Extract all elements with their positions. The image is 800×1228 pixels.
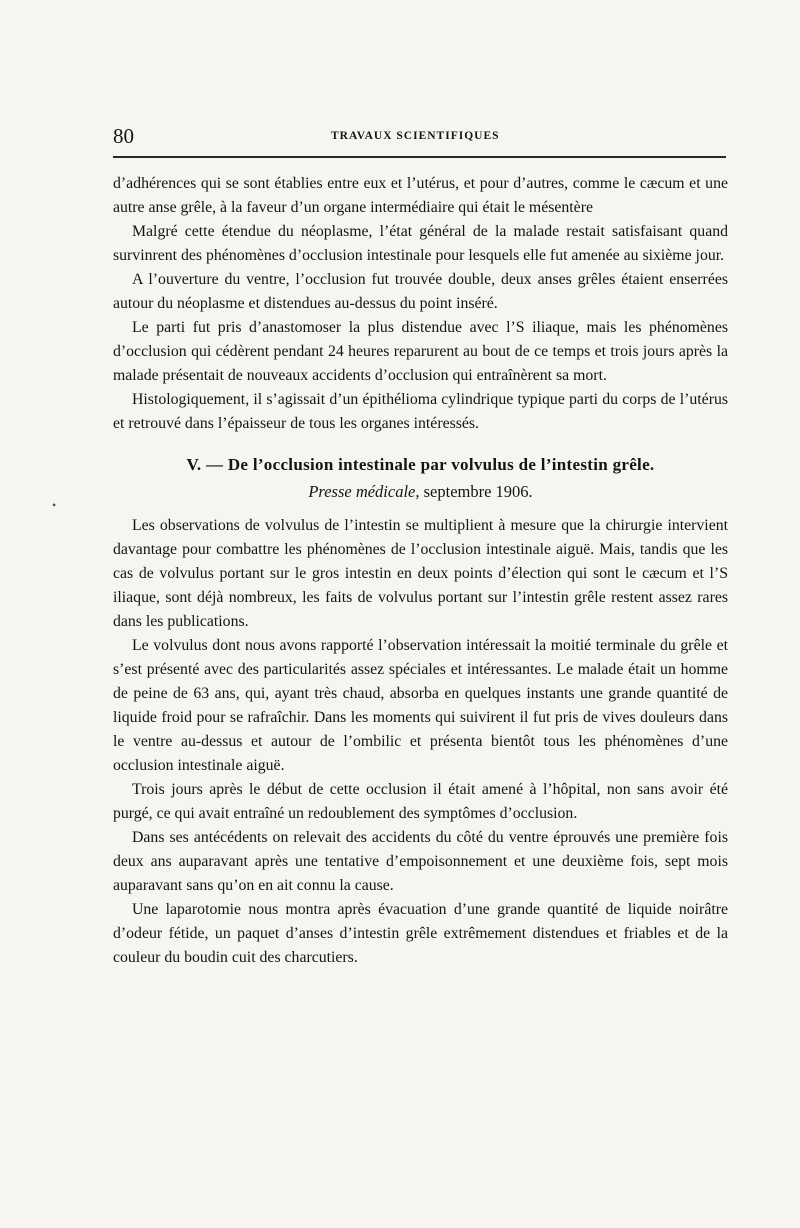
source-date: septembre 1906. (419, 482, 533, 501)
running-title: TRAVAUX SCIENTIFIQUES (331, 130, 500, 142)
page-number: 80 (113, 124, 134, 148)
header-rule (113, 156, 726, 158)
section-title: V. — De l’occlusion intestinale par volvulus de l’intestin grêle. (186, 455, 655, 474)
paragraph: Histologiquement, il s’agissait d’un épithélioma cylindrique typique parti du corps de l’utérus et retrouvé dans l’épaisseur de tous les organes intéressés. (113, 391, 728, 432)
paragraph: Les observations de volvulus de l’intestin se multiplient à mesure que la chirurgie intervient davantage pour combattre les phénomènes de l’occlusion intestinale aiguë. Mais, tandis que les cas de volvulus portant sur le gros intestin en deux points d’élection qui sont le cæcum et l’S iliaque, sont déjà nombreux, les faits de volvulus portant sur l’intestin grêle restent assez rares dans les publications. (113, 517, 728, 630)
paragraph: Dans ses antécédents on relevait des accidents du côté du ventre éprouvés une première fois deux ans auparavant après une tentative d’empoisonnement et une deuxième fois, sept mois auparavant sans qu’on en ait connu la cause. (113, 829, 728, 894)
paragraph-continued: d’adhérences qui se sont établies entre eux et l’utérus, et pour d’autres, comme le cæcum et une autre anse grêle, à la faveur d’un organe intermédiaire qui était le mésentère (113, 175, 728, 216)
paragraph: Le parti fut pris d’anastomoser la plus distendue avec l’S iliaque, mais les phénomènes d’occlusion qui cédèrent pendant 24 heures reparurent au bout de ce temps et trois jours après la malade présentait de nouveaux accidents d’occlusion qui entraînèrent sa mort. (113, 319, 728, 384)
section-source (113, 480, 728, 504)
paragraph: Trois jours après le début de cette occlusion il était amené à l’hôpital, non sans avoir été purgé, ce qui avait entraîné un redoublement des symptômes d’occlusion. (113, 781, 728, 822)
page-header (113, 124, 728, 152)
paragraph: Le volvulus dont nous avons rapporté l’observation intéressait la moitié terminale du grêle et s’est présenté avec des particularités assez spéciales et intéressantes. Le malade était un homme de peine de 63 ans, qui, ayant très chaud, absorba en quelques instants une grande quantité de liquide froid pour se rafraîchir. Dans les moments qui suivirent il fut pris de vives douleurs dans le ventre au-dessus et autour de l’ombilic et présenta bientôt tous les phénomènes d’une occlusion intestinale aiguë. (113, 637, 728, 774)
paragraph: A l’ouverture du ventre, l’occlusion fut trouvée double, deux anses grêles étaient enserrées autour du néoplasme et distendues au-dessus du point inséré. (113, 271, 728, 312)
margin-mark: • (52, 498, 57, 512)
paragraph: Une laparotomie nous montra après évacuation d’une grande quantité de liquide noirâtre d’odeur fétide, un paquet d’anses d’intestin grêle extrêmement distendues et friables et de la couleur du boudin cuit des charcutiers. (113, 901, 728, 966)
body-text (113, 172, 728, 970)
paragraph: Malgré cette étendue du néoplasme, l’état général de la malade restait satisfaisant quand survinrent des phénomènes d’occlusion intestinale pour lesquels elle fut amenée au sixième jour. (113, 223, 728, 264)
source-journal: Presse médicale, (308, 482, 420, 501)
